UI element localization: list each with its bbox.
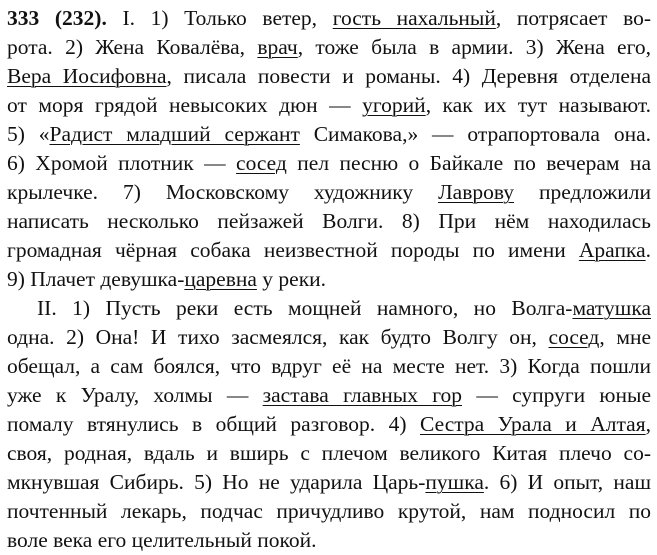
text-fragment: , тоже была в армии. 3) Жена его, (297, 35, 651, 59)
text-fragment: написать несколько пейзажей Волги. 8) При нём находилась (7, 209, 651, 233)
text-line (7, 352, 651, 381)
text-line (7, 265, 651, 294)
underlined-word: Арапка (578, 238, 646, 262)
underlined-word: сосед (548, 325, 600, 349)
text-line (7, 149, 651, 178)
text-fragment: II. 1) Пусть реки есть мощней намного, но Волга- (37, 296, 573, 320)
text-fragment: , как их тут называют. (425, 93, 651, 117)
text-fragment: одна. 2) Она! И тихо засмеялся, как будто Волгу он, (7, 325, 549, 349)
text-line (7, 410, 651, 439)
text-fragment: , потрясает во- (495, 6, 651, 30)
text-line (7, 439, 651, 468)
exercise-number: 333 (232). (7, 6, 107, 30)
text-line (7, 497, 651, 526)
text-fragment: 9) Плачет девушка- (7, 267, 185, 291)
text-fragment: пел песню о Байкале по вечерам на (286, 151, 651, 175)
text-fragment: . (645, 238, 651, 262)
underlined-word: врач (257, 35, 298, 59)
text-line (7, 526, 651, 555)
underlined-word: Радист младший сержант (49, 122, 300, 146)
text-fragment: громадная чёрная собака неизвестной породы по имени (7, 238, 579, 262)
text-line (7, 207, 651, 236)
text-line (7, 120, 651, 149)
text-fragment: у реки. (256, 267, 327, 291)
text-line (7, 62, 651, 91)
text-fragment: 6) Хромой плотник — (7, 151, 237, 175)
text-fragment: предложили (514, 180, 651, 204)
text-line (7, 323, 651, 352)
text-fragment: крылечке. 7) Московскому художнику (7, 180, 439, 204)
text-fragment: мкнувшая Сибирь. 5) Но не ударила Царь- (7, 470, 426, 494)
underlined-word: угорий (362, 93, 426, 117)
text-line (7, 468, 651, 497)
underlined-word: застава главных гор (262, 383, 463, 407)
underlined-word: Вера Иосифовна (7, 64, 167, 88)
text-fragment: 5) « (7, 122, 50, 146)
text-fragment: помалу втянулись в общий разговор. 4) (7, 412, 421, 436)
underlined-word: пушка (425, 470, 484, 494)
text-fragment: воле века его целительный покой. (7, 528, 317, 552)
text-fragment: . 6) И опыт, наш (483, 470, 651, 494)
text-fragment: своя, родная, вдаль и вширь с плечом великого Китая плечо со- (7, 441, 651, 465)
text-fragment: почтенный лекарь, подчас причудливо крутой, нам подносил по (7, 499, 651, 523)
underlined-word: матушка (572, 296, 651, 320)
text-line (7, 294, 651, 323)
text-fragment: , мне (599, 325, 651, 349)
text-line (7, 381, 651, 410)
text-fragment: Симакова,» — отрапортовала она. (299, 122, 651, 146)
text-line (7, 4, 651, 33)
underlined-word: царевна (184, 267, 257, 291)
text-fragment: I. 1) Только ветер, (106, 6, 333, 30)
underlined-word: гость нахальный (332, 6, 496, 30)
text-line (7, 91, 651, 120)
text-fragment: рота. 2) Жена Ковалёва, (7, 35, 258, 59)
text-line (7, 178, 651, 207)
text-fragment: , (645, 412, 651, 436)
text-fragment: , писала повести и романы. 4) Деревня отделена (166, 64, 651, 88)
underlined-word: сосед (236, 151, 287, 175)
underlined-word: Лаврову (438, 180, 515, 204)
text-line (7, 33, 651, 62)
text-fragment: уже к Уралу, холмы — (7, 383, 263, 407)
underlined-word: Сестра Урала и Алтая (420, 412, 646, 436)
text-line (7, 236, 651, 265)
text-fragment: обещал, а сам боялся, что вдруг её на месте нет. 3) Когда пошли (7, 354, 651, 378)
text-fragment: — супруги юные (462, 383, 651, 407)
text-fragment: от моря грядой невысоких дюн — (7, 93, 363, 117)
